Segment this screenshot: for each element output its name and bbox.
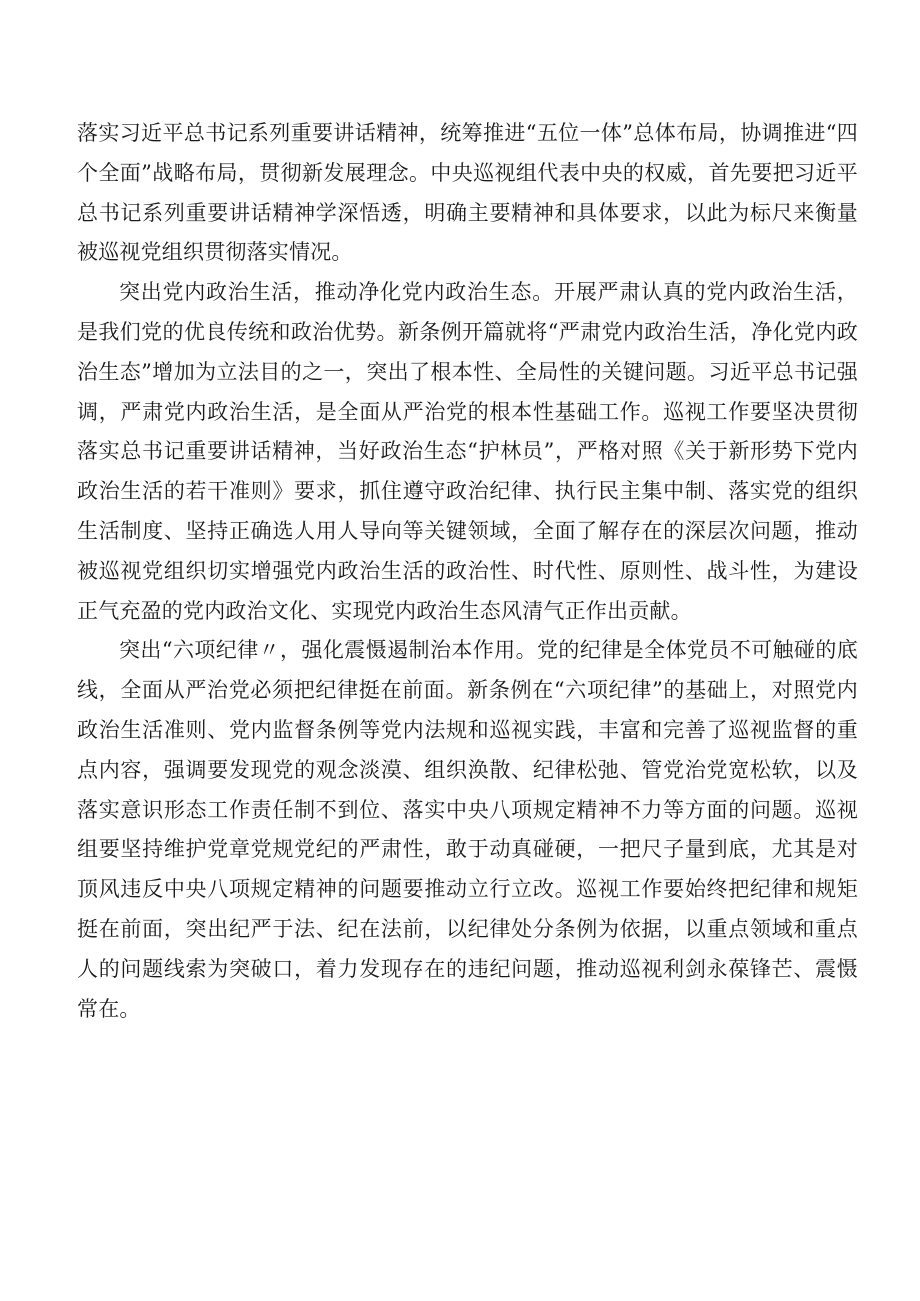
paragraph-2: 突出党内政治生活，推动净化党内政治生态。开展严肃认真的党内政治生活，是我们党的优良传统和政治优势。新条例开篇就将“严肃党内政治生活，净化党内政治生态”增加为立法目的之一，突出了根本性、全局性的关键问题。习近平总书记强调，严肃党内政治生活，是全面从严治党的根本性基础工作。巡视工作要坚决贯彻落实总书记重要讲话精神，当好政治生态“护林员”，严格对照《关于新形势下党内政治生活的若干准则》要求，抓住遵守政治纪律、执行民主集中制、落实党的组织生活制度、坚持正确选人用人导向等关键领域，全面了解存在的深层次问题，推动被巡视党组织切实增强党内政治生活的政治性、时代性、原则性、战斗性，为建设正气充盈的党内政治文化、实现党内政治生态风清气正作出贡献。 (77, 280, 858, 623)
document-body (77, 114, 858, 1029)
paragraph-3: 突出“六项纪律〃，强化震慑遏制治本作用。党的纪律是全体党员不可触碰的底线，全面从严治党必须把纪律挺在前面。新条例在“六项纪律”的基础上，对照党内政治生活准则、党内监督条例等党内法规和巡视实践，丰富和完善了巡视监督的重点内容，强调要发现党的观念淡漠、组织涣散、纪律松弛、管党治党宽松软，以及落实意识形态工作责任制不到位、落实中央八项规定精神不力等方面的问题。巡视组要坚持维护党章党规党纪的严肃性，敢于动真碰硬，一把尺子量到底，尤其是对顶风违反中央八项规定精神的问题要推动立行立改。巡视工作要始终把纪律和规矩挺在前面，突出纪严于法、纪在法前，以纪律处分条例为依据，以重点领域和重点人的问题线索为突破口，着力发现存在的违纪问题，推动巡视利剑永葆锋芒、震慑常在。 (77, 638, 858, 1021)
paragraph-1: 落实习近平总书记系列重要讲话精神，统筹推进“五位一体”总体布局，协调推进“四个全面”战略布局，贯彻新发展理念。中央巡视组代表中央的权威，首先要把习近平总书记系列重要讲话精神学深悟透，明确主要精神和具体要求，以此为标尺来衡量被巡视党组织贯彻落实情况。 (77, 121, 858, 265)
